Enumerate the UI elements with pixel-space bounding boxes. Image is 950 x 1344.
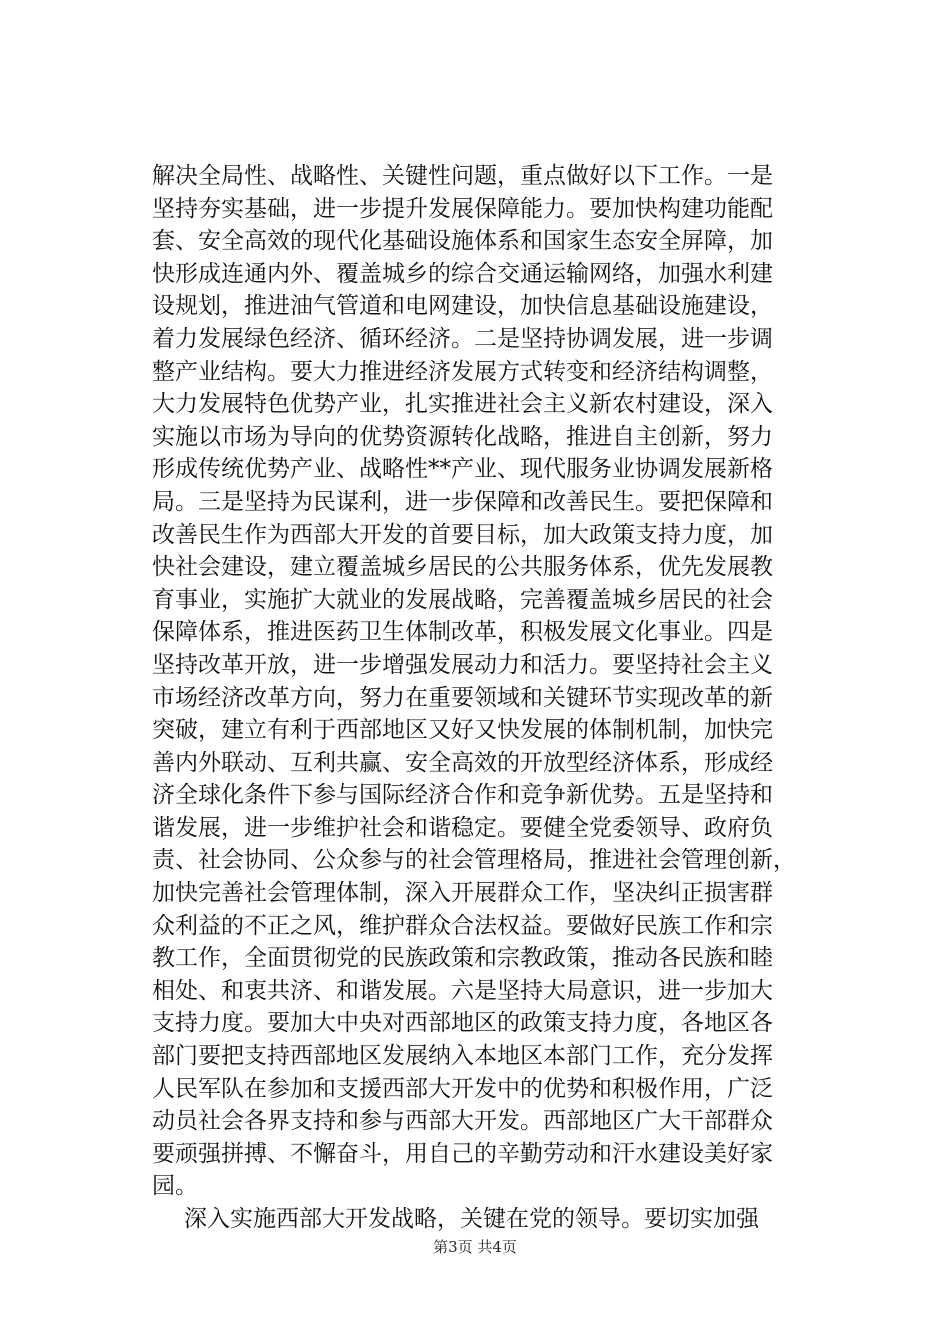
text-line: 动员社会各界支持和参与西部大开发。西部地区广大干部群众 — [152, 1108, 773, 1135]
text-line: 善内外联动、互利共赢、安全高效的开放型经济体系，形成经 — [152, 749, 773, 776]
text-line: 解决全局性、战略性、关键性问题，重点做好以下工作。一是 — [152, 163, 773, 189]
text-line: 济全球化条件下参与国际经济合作和竞争新优势。五是坚持和 — [152, 782, 773, 809]
text-line: 市场经济改革方向，努力在重要领域和关键环节实现改革的新 — [152, 684, 773, 711]
text-line: 设规划，推进油气管道和电网建设，加快信息基础设施建设， — [152, 293, 773, 320]
text-line: 部门要把支持西部地区发展纳入本地区本部门工作，充分发挥 — [152, 1043, 773, 1070]
text-line: 快社会建设，建立覆盖城乡居民的公共服务体系，优先发展教 — [152, 554, 773, 581]
text-line: 突破，建立有利于西部地区又好又快发展的体制机制，加快完 — [152, 717, 773, 744]
text-line: 坚持夯实基础，进一步提升发展保障能力。要加快构建功能配 — [152, 195, 773, 222]
page-number-footer: 第3页 共4页 — [433, 1238, 517, 1256]
text-line: 要顽强拼搏、不懈奋斗，用自己的辛勤劳动和汗水建设美好家 — [152, 1140, 773, 1167]
text-line: 着力发展绿色经济、循环经济。二是坚持协调发展，进一步调 — [152, 325, 773, 352]
text-line: 整产业结构。要大力推进经济发展方式转变和经济结构调整， — [152, 358, 773, 385]
text-line: 实施以市场为导向的优势资源转化战略，推进自主创新，努力 — [152, 423, 773, 450]
text-line: 快形成连通内外、覆盖城乡的综合交通运输网络，加强水利建 — [152, 260, 773, 287]
text-line: 众利益的不正之风，维护群众合法权益。要做好民族工作和宗 — [152, 912, 773, 939]
text-line: 改善民生作为西部大开发的首要目标，加大政策支持力度，加 — [152, 521, 773, 548]
text-line: 保障体系，推进医药卫生体制改革，积极发展文化事业。四是 — [152, 619, 773, 646]
text-line: 人民军队在参加和支援西部大开发中的优势和积极作用，广泛 — [152, 1075, 773, 1102]
text-line: 相处、和衷共济、和谐发展。六是坚持大局意识，进一步加大 — [152, 977, 773, 1004]
text-line: 形成传统优势产业、战略性**产业、现代服务业协调发展新格 — [152, 456, 773, 483]
text-line: 育事业，实施扩大就业的发展战略，完善覆盖城乡居民的社会 — [152, 586, 773, 613]
text-line: 教工作，全面贯彻党的民族政策和宗教政策，推动各民族和睦 — [152, 945, 773, 972]
text-line: 加快完善社会管理体制，深入开展群众工作，坚决纠正损害群 — [152, 880, 773, 907]
text-line: 责、社会协同、公众参与的社会管理格局，推进社会管理创新， — [152, 847, 796, 874]
text-line: 坚持改革开放，进一步增强发展动力和活力。要坚持社会主义 — [152, 651, 773, 678]
text-line: 谐发展，进一步维护社会和谐稳定。要健全党委领导、政府负 — [152, 814, 773, 841]
text-line: 局。三是坚持为民谋利，进一步保障和改善民生。要把保障和 — [152, 488, 773, 515]
text-line: 支持力度。要加大中央对西部地区的政策支持力度，各地区各 — [152, 1010, 773, 1037]
text-line: 大力发展特色优势产业，扎实推进社会主义新农村建设，深入 — [152, 391, 773, 418]
text-line: 园。 — [152, 1173, 198, 1200]
text-line: 套、安全高效的现代化基础设施体系和国家生态安全屏障，加 — [152, 228, 773, 255]
paragraph-start-line: 深入实施西部大开发战略，关键在党的领导。要切实加强 — [184, 1206, 759, 1232]
body-text — [152, 160, 812, 1236]
